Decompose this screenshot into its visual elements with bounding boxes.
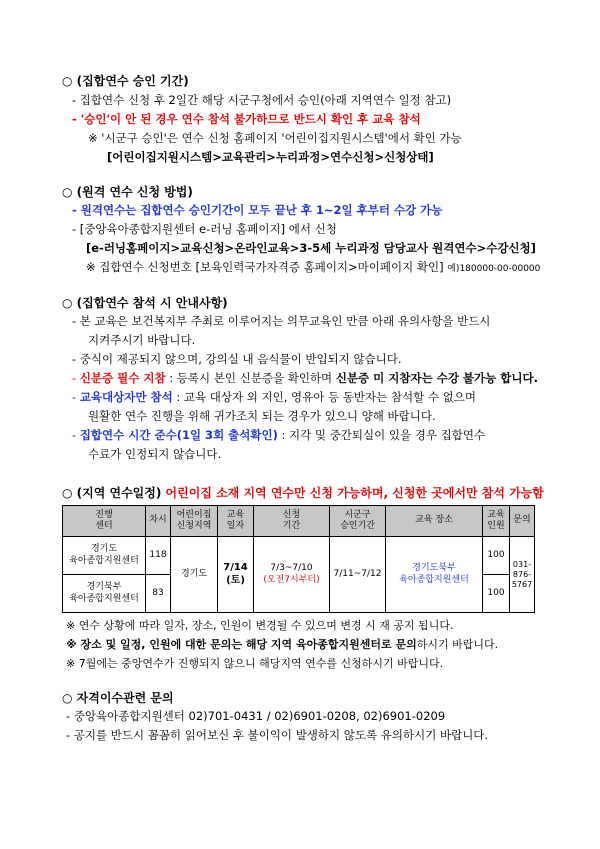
remote-path: [e-러닝홈페이지>교육신청>온라인교육>3-5세 누리과정 담당교사 원격연수>수강신청]: [86, 241, 536, 255]
schedule-note-2: [66, 636, 498, 652]
header-center: 진행 센터: [63, 506, 146, 537]
table-row: [63, 537, 535, 575]
center-cell: 경기북부 육아종합지원센터: [63, 575, 146, 613]
center-cell: 경기도 육아종합지원센터: [63, 537, 146, 575]
section-remote-title: ○ (원격 연수 신청 방법): [62, 185, 193, 199]
schedule-restriction: 어린이집 소재 지역 연수만 신청 가능하며, 신청한 곳에서만 참석 가능함: [165, 486, 544, 500]
attendance-line-1: - 본 교육은 보건복지부 주최로 이루어지는 의무교육인 만큼 아래 유의사항을 반드시: [72, 314, 491, 328]
venue-cell: 경기도북부 육아종합지원센터: [386, 537, 483, 613]
attendance-line-1b: 지켜주시기 바랍니다.: [88, 333, 196, 347]
session-cell: 118: [146, 537, 171, 575]
approval-cell: 7/11~7/12: [330, 537, 386, 613]
section-approval-title: ○ (집합연수 승인 기간): [62, 74, 189, 88]
apply-period: 7/3~7/10: [270, 563, 313, 574]
header-capacity: 교육 인원: [483, 506, 510, 537]
contact-line-1: - 중앙육아종합지원센터 02)701-0431 / 02)6901-0208, 02)6901-0209: [66, 709, 446, 723]
contact-cell: 031- 876- 5767: [510, 537, 535, 613]
attendance-line-3: [72, 370, 538, 386]
time-rule: 집합연수 시간 준수(1일 3회 출석확인): [79, 428, 278, 442]
remote-line-2: - [중앙육아종합지원센터 e-러닝 홈페이지] 에서 신청: [72, 222, 337, 236]
header-contact: 문의: [510, 506, 535, 537]
id-warning: 신분증 미 지참자는 수강 불가능 합니다.: [335, 371, 538, 385]
approval-line-1: - 집합연수 신청 후 2일간 해당 시군구청에서 승인(아래 지역연수 일정 참고): [72, 93, 452, 107]
table-header-row: [63, 506, 535, 537]
time-text: : 지각 및 중간퇴실이 있을 경우 집합연수: [277, 428, 486, 442]
header-apply: 신청 기간: [254, 506, 330, 537]
capacity-cell: 100: [483, 575, 510, 613]
header-approval: 시군구 승인기간: [330, 506, 386, 537]
attendance-line-5b: 수료가 인정되지 않습니다.: [88, 447, 222, 461]
section-attendance-title: ○ (집합연수 참석 시 안내사항): [62, 296, 228, 310]
apply-note: (오전7시부터): [263, 574, 320, 585]
schedule-table: [62, 505, 535, 613]
target-only: 교육대상자만 참석: [79, 390, 173, 404]
target-text: : 교육 대상자 외 지인, 영유아 등 동반자는 참석할 수 없으며: [172, 390, 476, 404]
dash: -: [72, 390, 80, 404]
capacity-cell: 100: [483, 537, 510, 575]
header-venue: 교육 장소: [386, 506, 483, 537]
inquiry-rest: 하시기 바랍니다.: [416, 638, 499, 651]
remote-note-example: 예)180000-00-00000: [447, 264, 541, 274]
header-date: 교육 일자: [218, 506, 254, 537]
section-schedule-title: [62, 484, 544, 501]
approval-path: [어린이집지원시스템>교육관리>누리과정>연수신청>신청상태]: [107, 150, 434, 164]
region-cell: 경기도: [171, 537, 218, 613]
header-session: 차시: [146, 506, 171, 537]
dash: -: [72, 428, 80, 442]
schedule-note-1: ※ 연수 상황에 따라 일자, 장소, 인원이 변경될 수 있으며 변경 시 재 공지 됩니다.: [66, 619, 454, 632]
schedule-title: ○ (지역 연수일정): [62, 486, 162, 500]
approval-warning: - '승인'이 안 된 경우 연수 참석 불가하므로 반드시 확인 후 교육 참석: [72, 112, 421, 126]
remote-note-text: ※ 집합연수 신청번호 [보육인력국가자격증 홈페이지>마이페이지 확인]: [86, 260, 444, 274]
remote-line-1: - 원격연수는 집합연수 승인기간이 모두 끝난 후 1~2일 후부터 수강 가능: [72, 203, 443, 217]
contact-line-2: - 공지를 반드시 꼼꼼히 읽어보신 후 불이익이 발생하지 않도록 유의하시기 바랍니다.: [66, 728, 489, 742]
section-contact-title: ○ 자격이수관련 문의: [62, 691, 174, 705]
attendance-line-4: [72, 389, 476, 405]
inquiry-bold: ※ 장소 및 일정, 인원에 대한 문의는 해당 지역 육아종합지원센터로 문의: [66, 638, 417, 651]
dash: -: [72, 371, 80, 385]
schedule-note-3: ※ 7월에는 중앙연수가 진행되지 않으니 해당지역 연수를 신청하시기 바랍니다.: [66, 657, 444, 670]
attendance-line-4b: 원활한 연수 진행을 위해 귀가조치 되는 경우가 있으니 양해 바랍니다.: [88, 409, 436, 423]
attendance-line-2: - 중식이 제공되지 않으며, 강의실 내 음식물이 반입되지 않습니다.: [72, 352, 402, 366]
session-cell: 83: [146, 575, 171, 613]
id-text: : 등록시 본인 신분증을 확인하며: [165, 371, 336, 385]
remote-note: [86, 259, 540, 275]
date-cell: 7/14 (토): [218, 537, 254, 613]
header-region: 어린이집 신청지역: [171, 506, 218, 537]
attendance-line-5: [72, 427, 485, 443]
apply-cell: [254, 537, 330, 613]
approval-note: ※ '시군구 승인'은 연수 신청 홈페이지 '어린이집지원시스템'에서 확인 가능: [88, 131, 462, 145]
id-required: 신분증 필수 지참: [79, 371, 166, 385]
